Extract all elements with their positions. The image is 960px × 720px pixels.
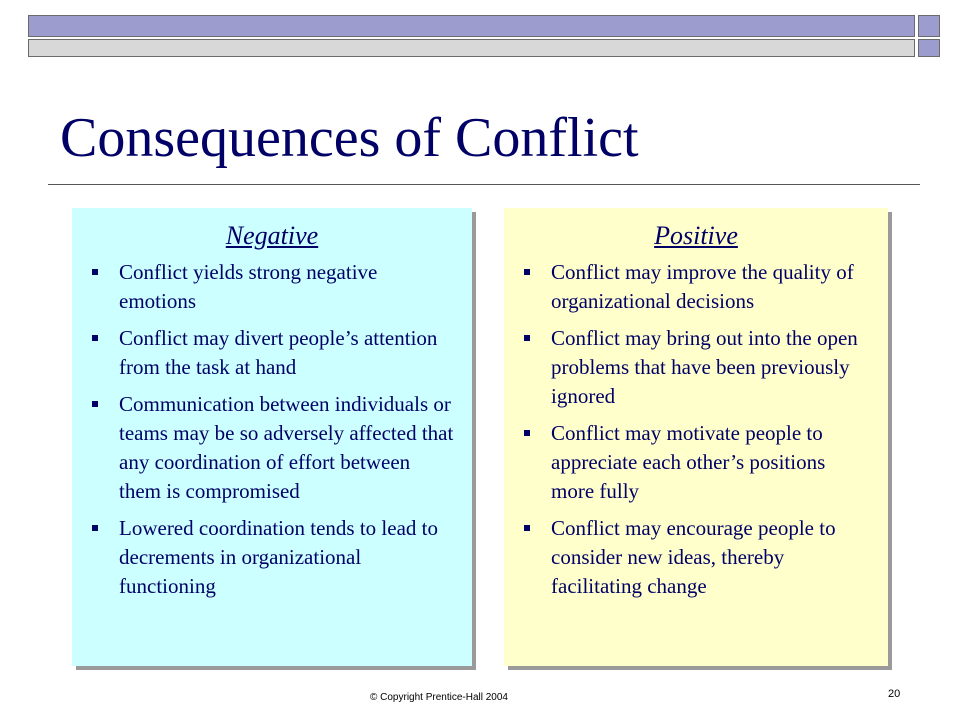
- negative-heading: Negative: [225, 221, 319, 250]
- negative-item: Lowered coordination tends to lead to decrements in organizational functioning: [90, 514, 454, 601]
- bullet-icon: [524, 269, 530, 275]
- bullet-icon: [524, 335, 530, 341]
- header-bar-bottom: [28, 39, 915, 57]
- negative-panel: [72, 208, 472, 666]
- bullet-icon: [92, 269, 98, 275]
- copyright-footer: © Copyright Prentice-Hall 2004: [370, 692, 508, 703]
- positive-item: Conflict may motivate people to appreciate each other’s positions more fully: [522, 419, 870, 506]
- header-square-top: [918, 15, 940, 37]
- bullet-icon: [92, 335, 98, 341]
- positive-item: Conflict may encourage people to consider new ideas, thereby facilitating change: [522, 514, 870, 601]
- positive-list: [522, 258, 870, 601]
- bullet-icon: [92, 525, 98, 531]
- bullet-icon: [524, 525, 530, 531]
- bullet-icon: [524, 430, 530, 436]
- bullet-icon: [92, 401, 98, 407]
- positive-item: Conflict may bring out into the open problems that have been previously ignored: [522, 324, 870, 411]
- negative-list: [90, 258, 454, 601]
- header-square-bottom: [918, 39, 940, 57]
- negative-item: Conflict yields strong negative emotions: [90, 258, 454, 316]
- negative-item: Communication between individuals or teams may be so adversely affected that any coordination of effort between them is compromised: [90, 390, 454, 506]
- positive-panel: [504, 208, 888, 666]
- page-number: 20: [888, 688, 901, 700]
- header-bar-top: [28, 15, 915, 37]
- negative-item: Conflict may divert people’s attention from the task at hand: [90, 324, 454, 382]
- title-divider: [48, 184, 920, 185]
- slide-title: Consequences of Conflict: [60, 107, 639, 169]
- positive-item: Conflict may improve the quality of organizational decisions: [522, 258, 870, 316]
- positive-heading: Positive: [654, 221, 738, 250]
